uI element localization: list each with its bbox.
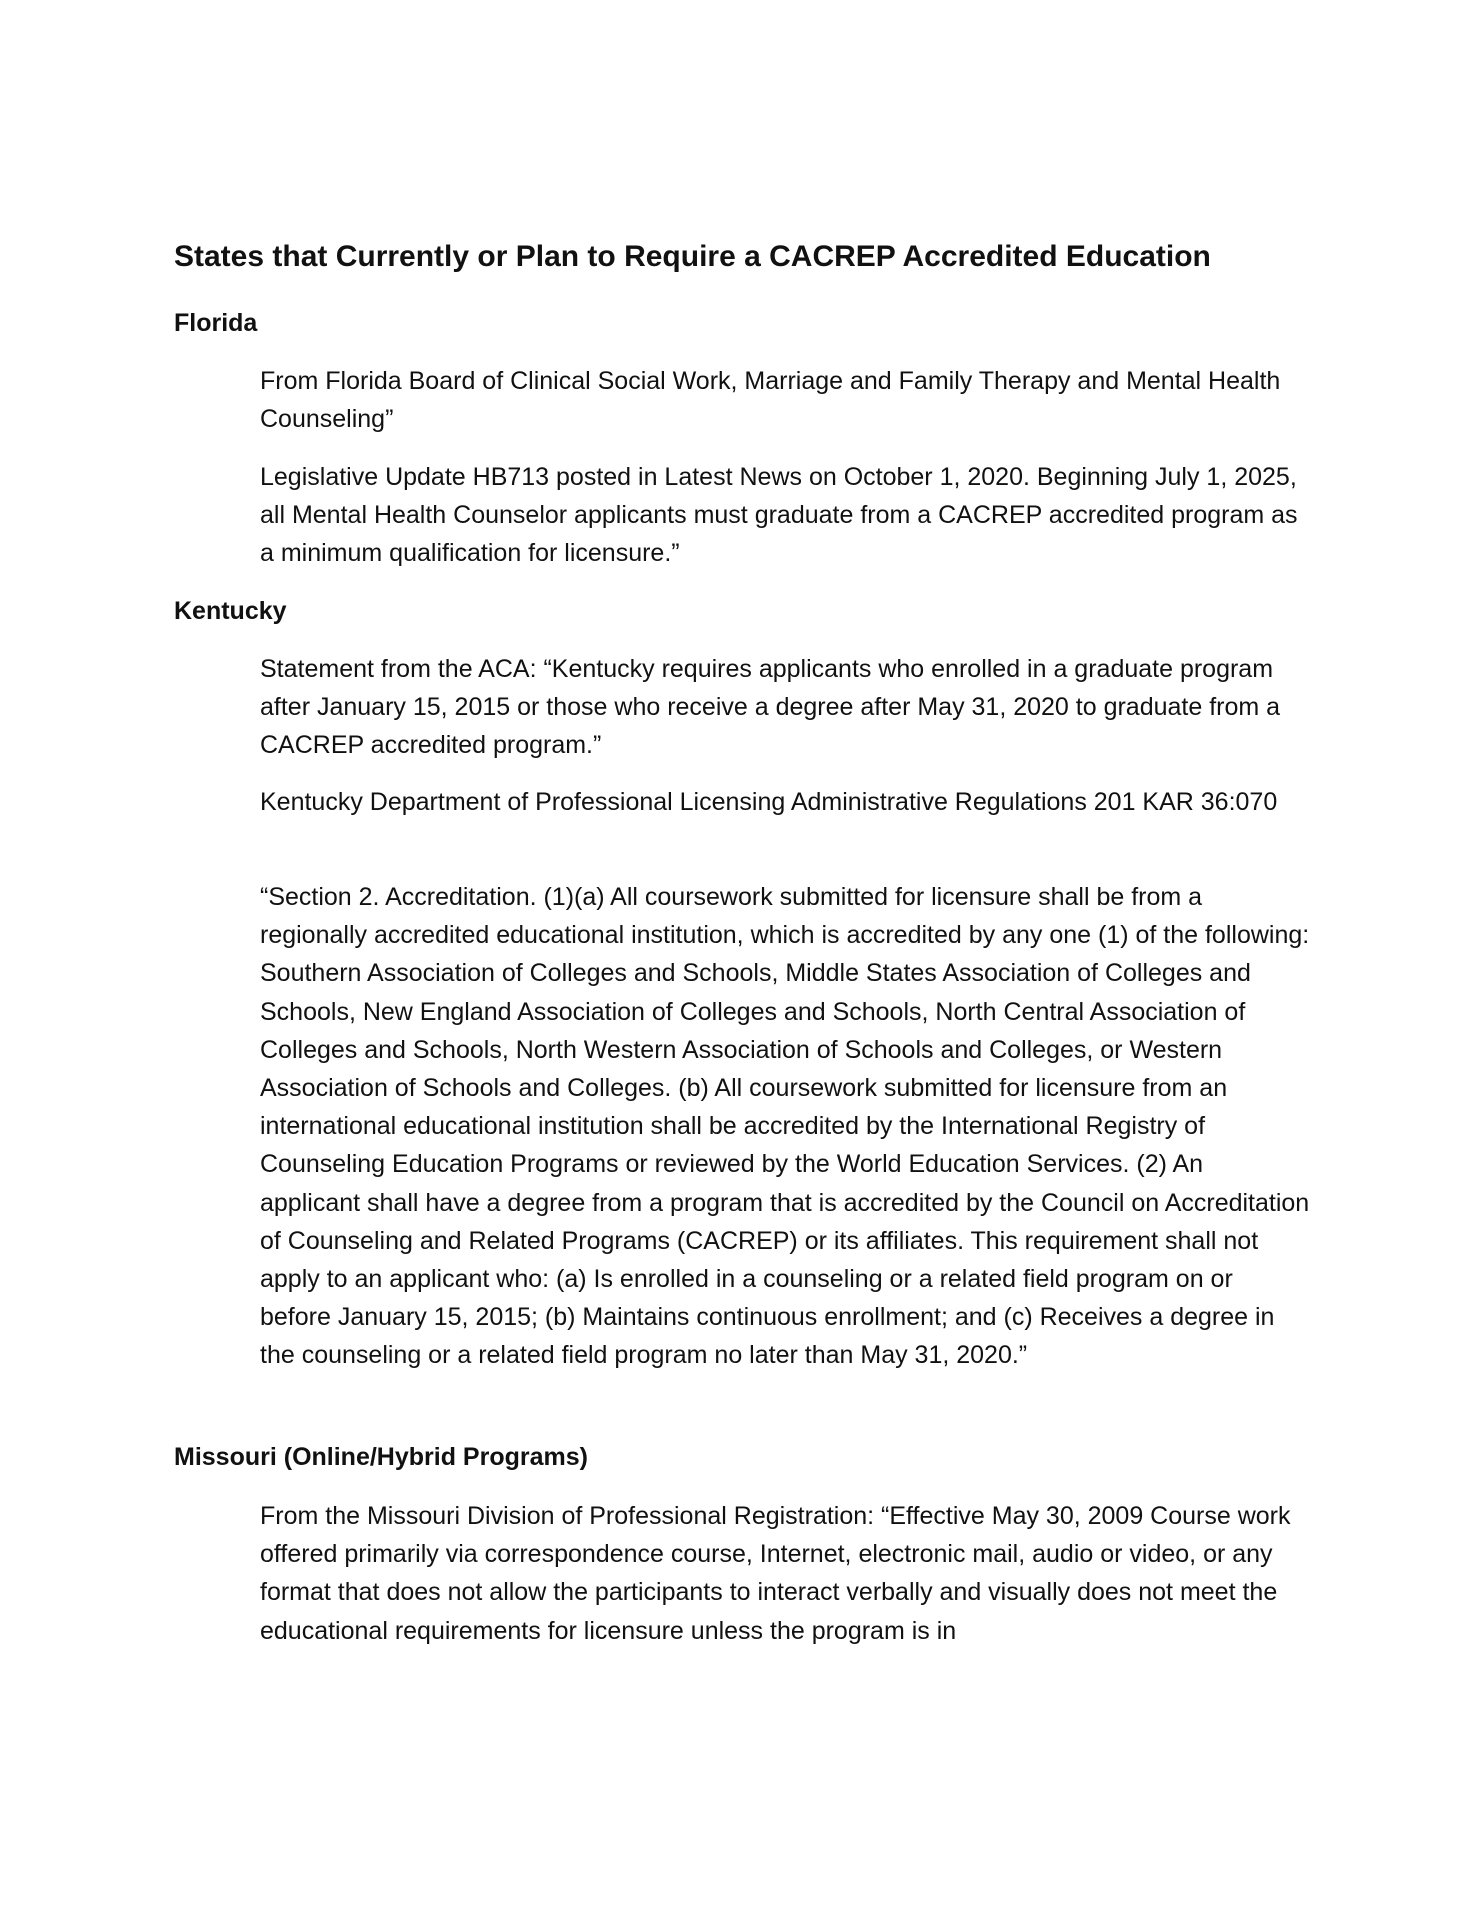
paragraph-florida-board: From Florida Board of Clinical Social Work, Marriage and Family Therapy and Mental Health Counseling” [260,367,1281,434]
page-title: States that Currently or Plan to Require a CACREP Accredited Education [174,240,1211,273]
paragraph-kentucky-aca-statement: Statement from the ACA: “Kentucky requires applicants who enrolled in a graduate program after January 15, 2015 or those who receive a degree after May 31, 2020 to graduate from a CACREP accredited program.” [260,655,1281,760]
section-heading-missouri: Missouri (Online/Hybrid Programs) [174,1443,588,1471]
paragraph-florida-legislative-update: Legislative Update HB713 posted in Latest News on October 1, 2020. Beginning July 1, 2025, all Mental Health Counselor applicants must graduate from a CACREP accredited program as a minimum qualification for licensure.” [260,463,1298,568]
paragraph-kentucky-regulation-citation: Kentucky Department of Professional Licensing Administrative Regulations 201 KAR 36:070 [260,788,1278,816]
section-heading-florida: Florida [174,309,258,337]
section-heading-kentucky: Kentucky [174,597,287,625]
paragraph-kentucky-section-2: “Section 2. Accreditation. (1)(a) All coursework submitted for licensure shall be from a regionally accredited educational institution, which is accredited by any one (1) of the following: Southern Association of Colleges and Schools, Middle States Association of Colleges and Schools, New England Association of Colleges and Schools, North Central Association of Colleges and Schools, North Western Association of Schools and Colleges, or Western Association of Schools and Colleges. (b) All coursework submitted for licensure from an international educational institution shall be accredited by the International Registry of Counseling Education Programs or reviewed by the World Education Services. (2) An applicant shall have a degree from a program that is accredited by the Council on Accreditation of Counseling and Related Programs (CACREP) or its affiliates. This requirement shall not apply to an applicant who: (a) Is enrolled in a counseling or a related field program on or before January 15, 2015; (b) Maintains continuous enrollment; and (c) Receives a degree in the counseling or a related field program no later than May 31, 2020.” [260,883,1310,1370]
paragraph-missouri-registration: From the Missouri Division of Professional Registration: “Effective May 30, 2009 Course work offered primarily via correspondence course, Internet, electronic mail, audio or video, or any format that does not allow the participants to interact verbally and visually does not meet the educational requirements for licensure unless the program is in [260,1502,1291,1645]
